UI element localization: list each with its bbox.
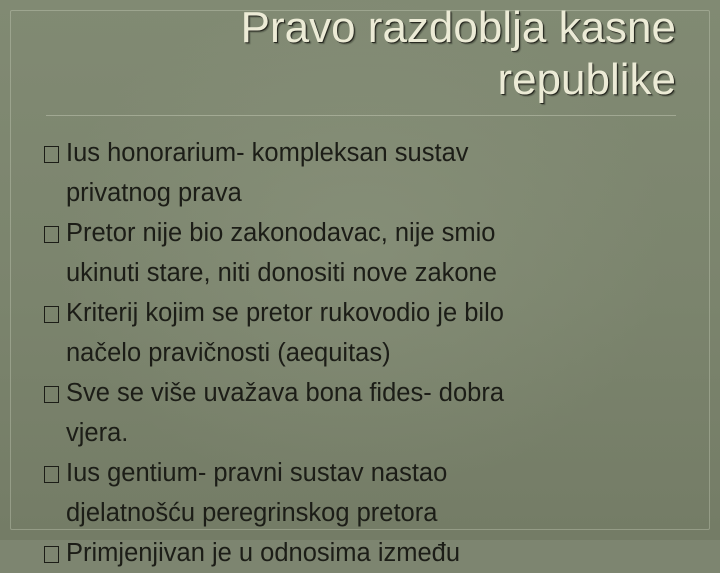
- missing-glyph-icon: [44, 226, 59, 243]
- bullet-item: [44, 293, 684, 373]
- bullet-item: [44, 373, 684, 453]
- missing-glyph-icon: [44, 546, 59, 563]
- slide-title-line-1: Pravo razdoblja kasne: [240, 3, 676, 52]
- missing-glyph-icon: [44, 306, 59, 323]
- bullet-text-line-2: načelo pravičnosti (aequitas): [66, 339, 391, 367]
- bullet-text-line-1: Ius gentium- pravni sustav nastao: [66, 459, 448, 487]
- bullet-item: [44, 133, 684, 213]
- slide-title: [76, 2, 676, 106]
- slide-title-line-2: republike: [497, 55, 676, 104]
- bullet-text-line-1: Pretor nije bio zakonodavac, nije smio: [66, 219, 496, 247]
- bullet-text-line-2: djelatnošću peregrinskog pretora: [66, 499, 438, 527]
- bullet-text-line-1: Kriterij kojim se pretor rukovodio je bilo: [66, 299, 504, 327]
- bullet-item: [44, 533, 684, 573]
- title-divider: [46, 115, 676, 116]
- bullet-item: [44, 213, 684, 293]
- bullet-text-line-2: vjera.: [66, 419, 129, 447]
- bullet-text-line-1: Primjenjivan je u odnosima između: [66, 539, 461, 567]
- bullet-text-line-2: privatnog prava: [66, 179, 242, 207]
- missing-glyph-icon: [44, 146, 59, 163]
- bullet-text-line-2: ukinuti stare, niti donositi nove zakone: [66, 259, 497, 287]
- slide-body: [44, 133, 684, 573]
- missing-glyph-icon: [44, 466, 59, 483]
- bullet-item: [44, 453, 684, 533]
- bullet-text-line-1: Ius honorarium- kompleksan sustav: [66, 139, 469, 167]
- missing-glyph-icon: [44, 386, 59, 403]
- bullet-text-line-1: Sve se više uvažava bona fides- dobra: [66, 379, 505, 407]
